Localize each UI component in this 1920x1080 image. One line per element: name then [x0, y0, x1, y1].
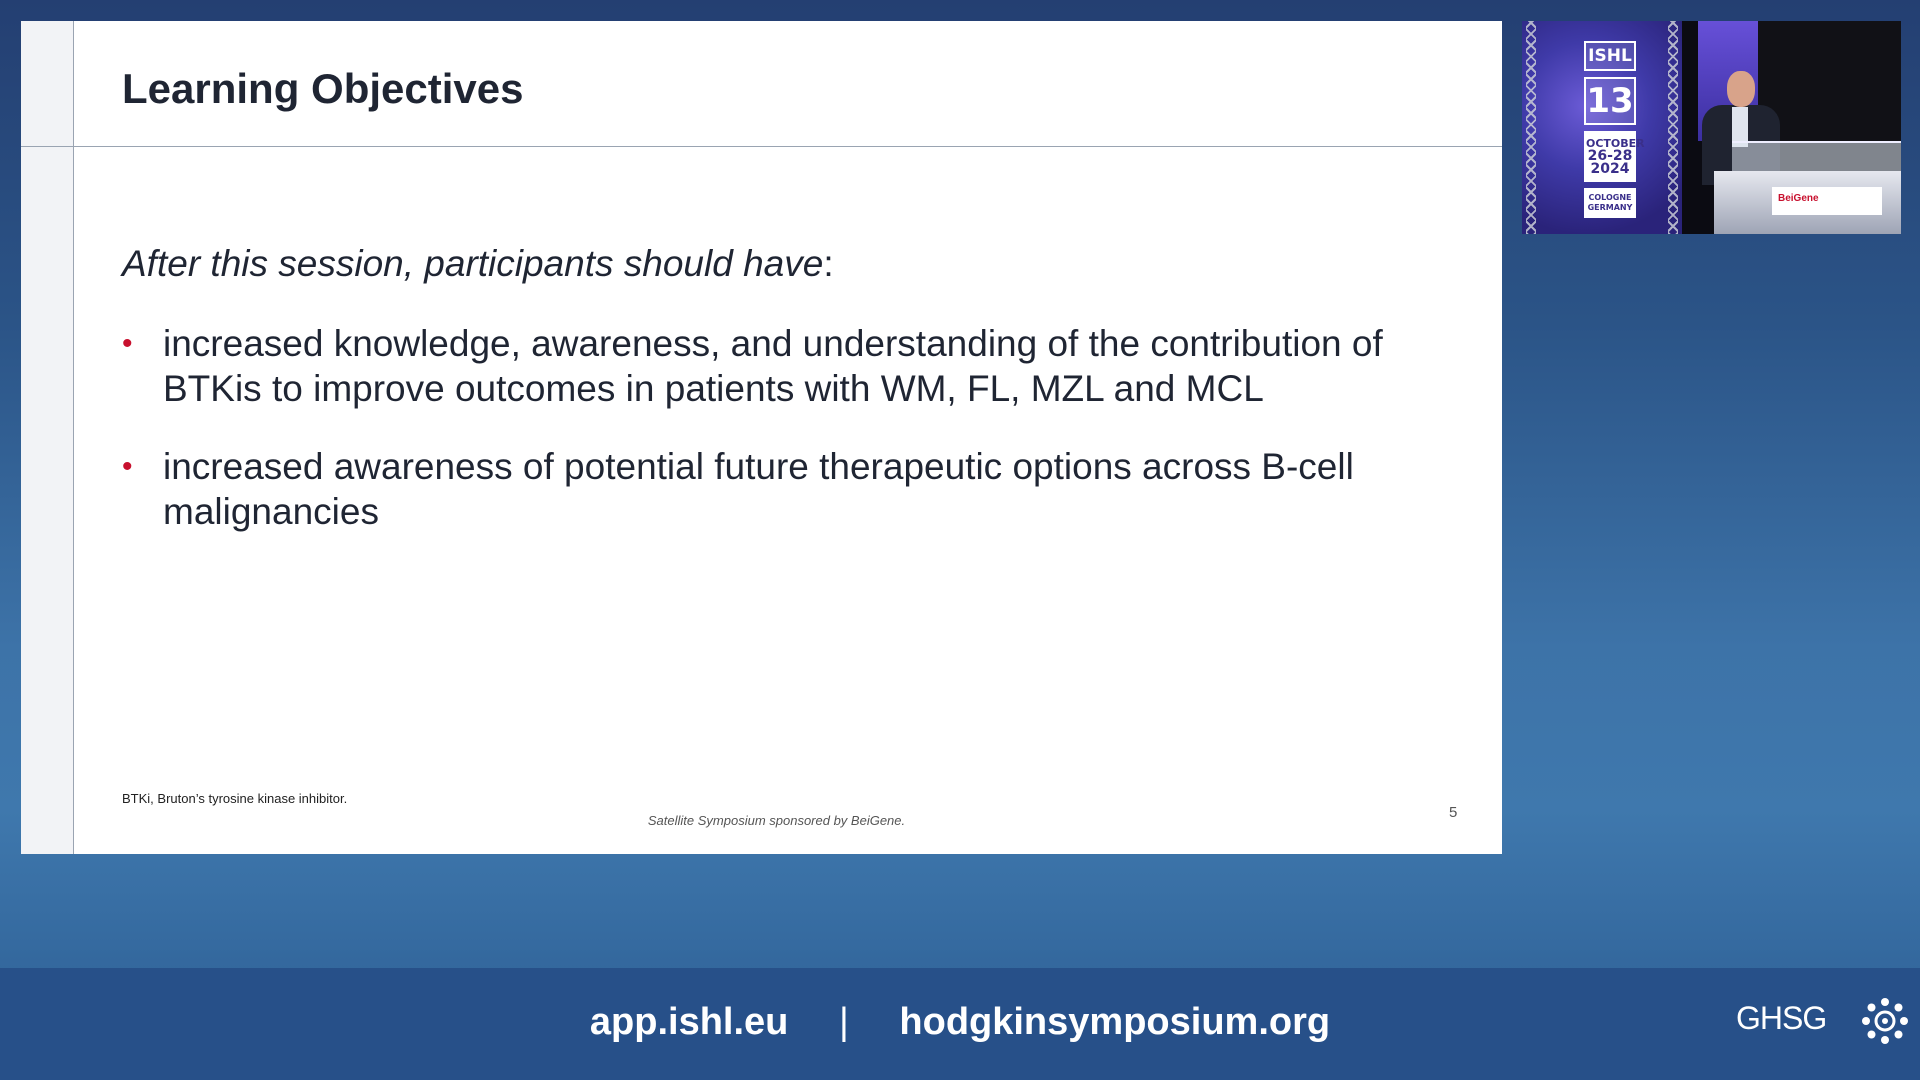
podium-sign: [1772, 187, 1882, 215]
list-item: [122, 321, 1442, 411]
objectives-list: [122, 321, 1442, 567]
banner-year: 2024: [1590, 161, 1630, 177]
bullet-marker: •: [122, 327, 133, 360]
sponsor-note: Satellite Symposium sponsored by BeiGene.: [647, 813, 906, 828]
banner-location: [1584, 188, 1636, 218]
footer-separator: |: [838, 1001, 849, 1043]
presentation-slide: [21, 21, 1502, 854]
footer-links: [0, 1001, 1920, 1044]
slide-page-number: 5: [1449, 804, 1458, 821]
banner-ishl: ISHL: [1584, 41, 1636, 71]
banner-number: 13: [1584, 77, 1636, 125]
slide-intro-colon: :: [823, 243, 834, 284]
list-item: [122, 444, 1442, 534]
banner-text: [1584, 41, 1645, 224]
list-item-text: increased knowledge, awareness, and understanding of the contribution of BTKis to improve outcomes in patients with WM, FL, MZL and MCL: [163, 323, 1383, 409]
stage-truss: [1668, 21, 1678, 234]
footer-link-symposium[interactable]: hodgkinsymposium.org: [899, 1001, 1331, 1043]
slide-intro-text: After this session, participants should have: [122, 243, 824, 284]
speaker-video[interactable]: [1522, 21, 1901, 234]
banner-city: COLOGNE: [1588, 193, 1632, 202]
slide-header-divider: [21, 146, 1502, 147]
banner-country: GERMANY: [1587, 203, 1633, 212]
banner-month: OCTOBER: [1586, 137, 1645, 150]
podium-glass: [1732, 141, 1901, 173]
podium-sign-text: BeiGene: [1778, 193, 1819, 204]
banner-dates: 26-28: [1587, 148, 1633, 164]
slide-intro: [122, 243, 834, 285]
ghsg-logo-text: GHSG: [1736, 1000, 1827, 1036]
slide-title: Learning Objectives: [122, 65, 524, 112]
bullet-marker: •: [122, 450, 133, 483]
ghsg-logo-icon: [1860, 996, 1910, 1046]
speaker-head: [1727, 71, 1755, 107]
list-item-text: increased awareness of potential future therapeutic options across B-cell malignancies: [163, 446, 1354, 532]
footer-link-app[interactable]: app.ishl.eu: [589, 1001, 789, 1043]
banner-date: [1584, 131, 1645, 182]
slide-footnote: BTKi, Bruton’s tyrosine kinase inhibitor.: [122, 791, 348, 806]
stage-truss: [1526, 21, 1536, 234]
